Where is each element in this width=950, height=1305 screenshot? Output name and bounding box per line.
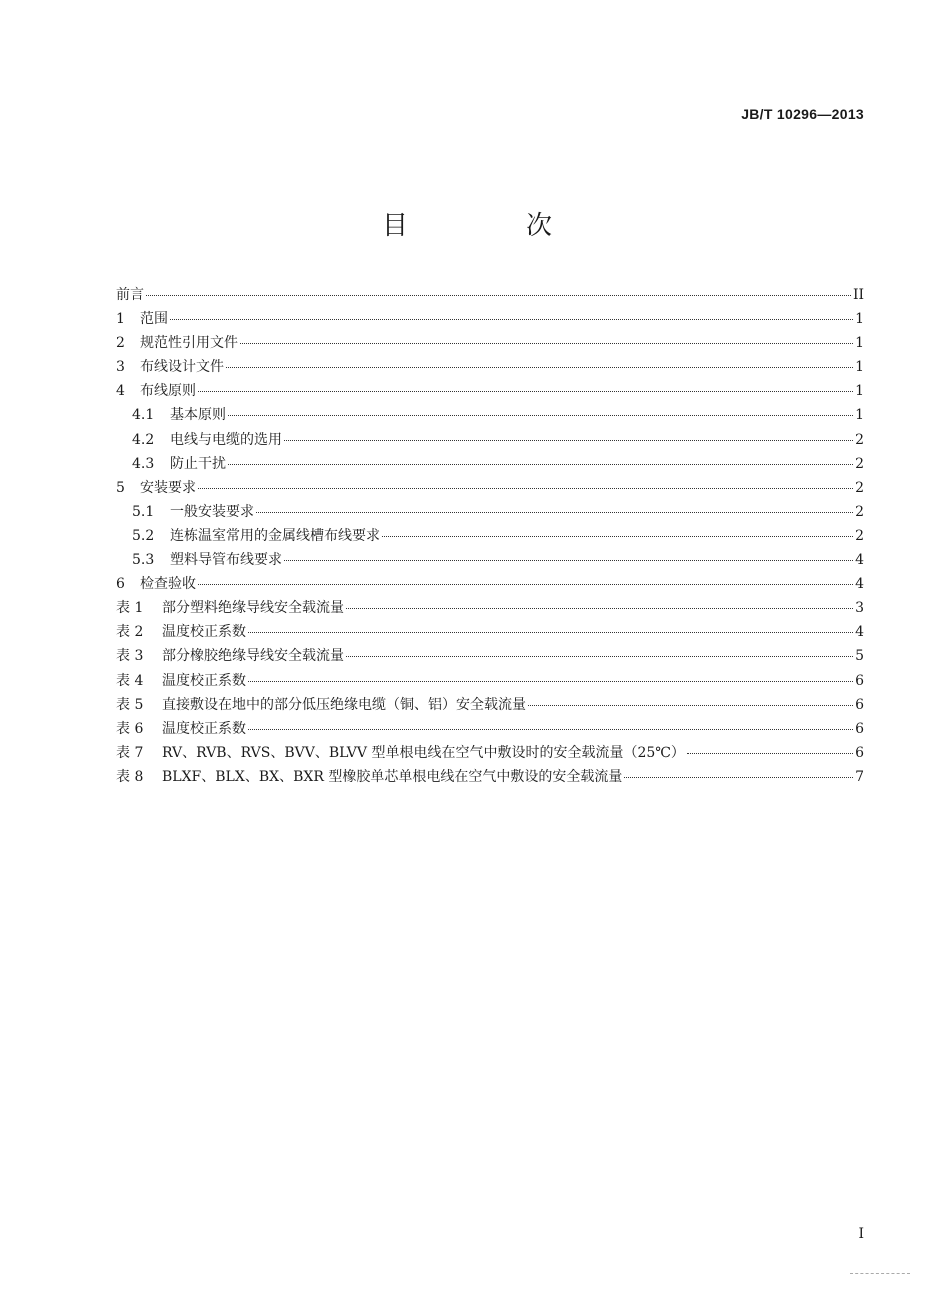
toc-entry-number: 5.1: [132, 503, 155, 520]
table-of-contents: [116, 283, 864, 789]
toc-entry-title: 检查验收: [140, 576, 196, 593]
toc-entry-page: 2: [855, 479, 864, 496]
toc-entry-title: 基本原则: [170, 407, 226, 424]
toc-entry-title: 防止干扰: [170, 455, 226, 472]
toc-dot-leader: [228, 463, 853, 465]
toc-entry[interactable]: [116, 524, 864, 548]
toc-entry[interactable]: [116, 307, 864, 331]
toc-entry[interactable]: [116, 283, 864, 307]
toc-entry-page: 4: [855, 624, 864, 641]
toc-entry[interactable]: [116, 741, 864, 765]
toc-entry-number: 4: [116, 383, 125, 400]
toc-entry-title: 范围: [140, 311, 168, 328]
toc-entry-title: RV、RVB、RVS、BVV、BLVV 型单根电线在空气中敷设时的安全载流量（25℃）: [162, 744, 685, 761]
toc-entry[interactable]: [116, 669, 864, 693]
toc-entry-title: 连栋温室常用的金属线槽布线要求: [170, 527, 380, 544]
toc-entry-number: 3: [116, 359, 125, 376]
toc-entry-page: 1: [855, 335, 864, 352]
toc-entry-page: II: [852, 287, 864, 303]
toc-dot-leader: [248, 680, 853, 682]
toc-entry-page: 6: [855, 744, 864, 761]
toc-dot-leader: [284, 559, 853, 561]
toc-entry-number: 表 2: [116, 624, 144, 641]
toc-entry[interactable]: [116, 765, 864, 789]
toc-entry-number: 2: [116, 335, 125, 352]
toc-entry-page: 6: [855, 672, 864, 689]
toc-dot-leader: [248, 728, 853, 730]
scan-artifact-line: [850, 1272, 910, 1274]
toc-entry[interactable]: [116, 596, 864, 620]
toc-dot-leader: [226, 366, 853, 368]
toc-entry-number: 6: [116, 576, 125, 593]
toc-entry-title: BLXF、BLX、BX、BXR 型橡胶单芯单根电线在空气中敷设的安全载流量: [162, 768, 623, 785]
toc-entry-page: 1: [855, 407, 864, 424]
toc-entry-number: 4.3: [132, 455, 155, 472]
toc-entry[interactable]: [116, 403, 864, 427]
toc-entry-page: 2: [855, 503, 864, 520]
toc-entry-title: 电线与电缆的选用: [170, 431, 282, 448]
toc-entry-page: 6: [855, 720, 864, 737]
toc-entry-page: 4: [855, 576, 864, 593]
toc-entry-page: 7: [855, 768, 864, 785]
toc-entry[interactable]: [116, 620, 864, 644]
toc-entry-number: 5.2: [132, 527, 155, 544]
toc-dot-leader: [382, 535, 853, 537]
toc-dot-leader: [346, 655, 853, 657]
toc-dot-leader: [624, 776, 853, 778]
toc-dot-leader: [228, 414, 853, 416]
toc-dot-leader: [248, 631, 853, 633]
toc-entry-page: 1: [855, 311, 864, 328]
page-title: 目 次: [381, 211, 598, 241]
toc-entry-number: 表 1: [116, 600, 144, 617]
toc-entry-title: 直接敷设在地中的部分低压绝缘电缆（铜、铝）安全载流量: [162, 696, 526, 713]
toc-entry-page: 1: [855, 383, 864, 400]
toc-entry-page: 6: [855, 696, 864, 713]
toc-entry-number: 5.3: [132, 552, 155, 569]
toc-dot-leader: [240, 342, 853, 344]
toc-entry[interactable]: [116, 500, 864, 524]
toc-dot-leader: [198, 390, 853, 392]
toc-dot-leader: [198, 583, 853, 585]
toc-entry-number: 表 8: [116, 768, 144, 785]
toc-dot-leader: [198, 487, 853, 489]
toc-entry[interactable]: [116, 644, 864, 668]
toc-dot-leader: [687, 752, 853, 754]
toc-entry[interactable]: [116, 428, 864, 452]
toc-entry-page: 2: [855, 455, 864, 472]
toc-entry-page: 4: [855, 552, 864, 569]
toc-entry-title: 前言: [116, 287, 144, 303]
toc-entry[interactable]: [116, 693, 864, 717]
toc-entry-page: 2: [855, 431, 864, 448]
toc-entry-title: 布线原则: [140, 383, 196, 400]
toc-dot-leader: [256, 511, 853, 513]
toc-entry[interactable]: [116, 331, 864, 355]
toc-entry[interactable]: [116, 452, 864, 476]
toc-entry-title: 塑料导管布线要求: [170, 552, 282, 569]
toc-dot-leader: [170, 318, 853, 320]
toc-entry-number: 1: [116, 311, 125, 328]
toc-entry-number: 5: [116, 479, 125, 496]
toc-entry[interactable]: [116, 548, 864, 572]
toc-entry-page: 2: [855, 527, 864, 544]
toc-entry-number: 表 5: [116, 696, 144, 713]
toc-entry-number: 表 6: [116, 720, 144, 737]
toc-dot-leader: [528, 704, 853, 706]
toc-entry[interactable]: [116, 379, 864, 403]
page-number: I: [858, 1226, 864, 1242]
toc-entry-title: 部分橡胶绝缘导线安全载流量: [162, 648, 344, 665]
toc-entry-title: 温度校正系数: [162, 672, 246, 689]
toc-entry-page: 3: [855, 600, 864, 617]
toc-entry-number: 表 3: [116, 648, 144, 665]
toc-entry-page: 5: [855, 648, 864, 665]
toc-entry-title: 安装要求: [140, 479, 196, 496]
toc-entry-number: 4.2: [132, 431, 155, 448]
toc-entry-title: 部分塑料绝缘导线安全载流量: [162, 600, 344, 617]
toc-entry[interactable]: [116, 476, 864, 500]
toc-entry-title: 一般安装要求: [170, 503, 254, 520]
toc-entry-title: 布线设计文件: [140, 359, 224, 376]
toc-entry-number: 4.1: [132, 407, 155, 424]
toc-entry-title: 温度校正系数: [162, 720, 246, 737]
toc-dot-leader: [346, 607, 853, 609]
toc-entry[interactable]: [116, 717, 864, 741]
toc-dot-leader: [284, 439, 853, 441]
standard-code: JB/T 10296—2013: [741, 106, 864, 122]
toc-entry-page: 1: [855, 359, 864, 376]
toc-entry[interactable]: [116, 572, 864, 596]
toc-entry-number: 表 7: [116, 744, 144, 761]
toc-entry[interactable]: [116, 355, 864, 379]
toc-dot-leader: [146, 294, 851, 296]
toc-entry-title: 规范性引用文件: [140, 335, 238, 352]
toc-entry-title: 温度校正系数: [162, 624, 246, 641]
toc-entry-number: 表 4: [116, 672, 144, 689]
